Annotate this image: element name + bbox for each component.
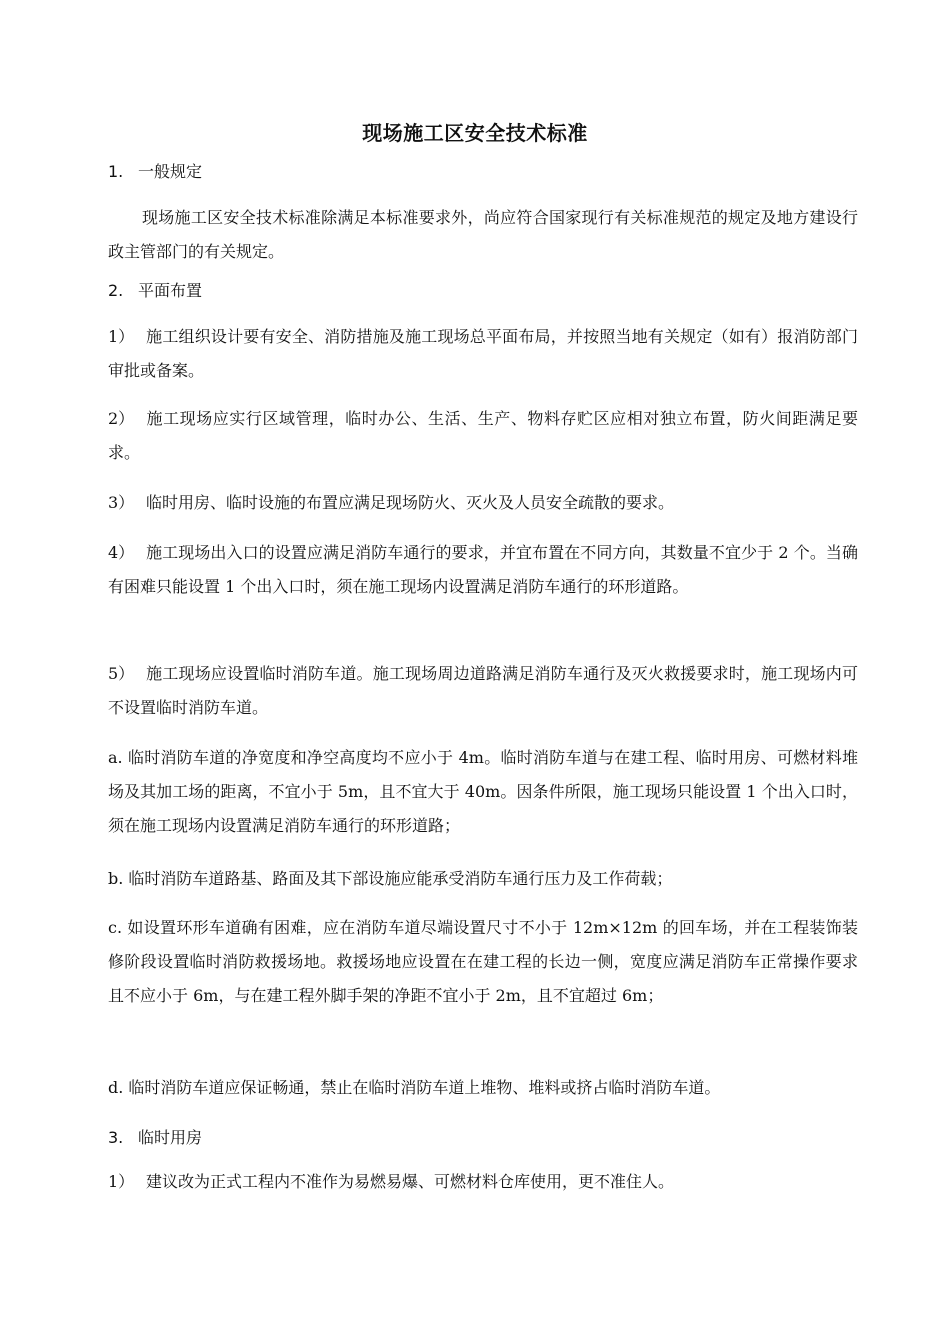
paragraph-general: 现场施工区安全技术标准除满足本标准要求外，尚应符合国家现行有关标准规范的规定及地方建设行政主管部门的有关规定。	[108, 208, 858, 261]
item-text: 建议改为正式工程内不准作为易燃易爆、可燃材料仓库使用，更不准住人。	[146, 1172, 675, 1191]
item-number: 5）	[108, 664, 135, 683]
item-text: 施工现场应实行区域管理，临时办公、生活、生产、物料存贮区应相对独立布置，防火间距满足要求。	[108, 409, 858, 462]
item-text: 施工现场应设置临时消防车道。施工现场周边道路满足消防车通行及灭火救援要求时，施工现场内可不设置临时消防车道。	[108, 664, 858, 717]
section-heading-layout	[108, 279, 202, 303]
item-number: 4）	[108, 543, 135, 562]
sub-item-b: b. 临时消防车道路基、路面及其下部设施应能承受消防车通行压力及工作荷载；	[108, 869, 673, 888]
section-heading-general	[108, 160, 202, 184]
item-number: 3）	[108, 493, 135, 512]
list-item	[108, 1165, 858, 1199]
sub-item-c: c. 如设置环形车道确有困难，应在消防车道尽端设置尺寸不小于 12m×12m 的回车场，并在工程装饰装修阶段设置临时消防救援场地。救援场地应设置在在建工程的长边一侧，宽度应满足消防车正常操作要求且不应小于 6m，与在建工程外脚手架的净距不宜小于 2m，且不宜超过 6m；	[108, 918, 858, 1005]
list-item	[108, 657, 858, 725]
section-heading-text: 一般规定	[138, 162, 203, 181]
item-number: 2）	[108, 409, 135, 428]
sub-item-d: d. 临时消防车道应保证畅通，禁止在临时消防车道上堆物、堆料或挤占临时消防车道。	[108, 1078, 721, 1097]
section-heading-text: 临时用房	[138, 1128, 203, 1147]
page-title: 现场施工区安全技术标准	[362, 121, 588, 145]
item-number: 1）	[108, 327, 135, 346]
list-item	[108, 486, 858, 520]
section-heading-text: 平面布置	[138, 281, 203, 300]
item-number: 1）	[108, 1172, 135, 1191]
sub-item-a: a. 临时消防车道的净宽度和净空高度均不应小于 4m。临时消防车道与在建工程、临时用房、可燃材料堆场及其加工场的距离，不宜小于 5m，且不宜大于 40m。因条件所限，施工现场只能设置 1 个出入口时，须在施工现场内设置满足消防车通行的环形道路；	[108, 748, 858, 835]
item-text: 施工组织设计要有安全、消防措施及施工现场总平面布局，并按照当地有关规定（如有）报消防部门审批或备案。	[108, 327, 858, 380]
list-item	[108, 536, 858, 604]
section-number: 2.	[108, 281, 124, 300]
section-number: 3.	[108, 1128, 124, 1147]
section-number: 1.	[108, 162, 124, 181]
list-item	[108, 402, 858, 470]
list-item	[108, 320, 858, 388]
item-text: 临时用房、临时设施的布置应满足现场防火、灭火及人员安全疏散的要求。	[146, 493, 675, 512]
section-heading-temporary-housing	[108, 1126, 202, 1150]
item-text: 施工现场出入口的设置应满足消防车通行的要求，并宜布置在不同方向，其数量不宜少于 2 个。当确有困难只能设置 1 个出入口时，须在施工现场内设置满足消防车通行的环形道路。	[108, 543, 858, 596]
